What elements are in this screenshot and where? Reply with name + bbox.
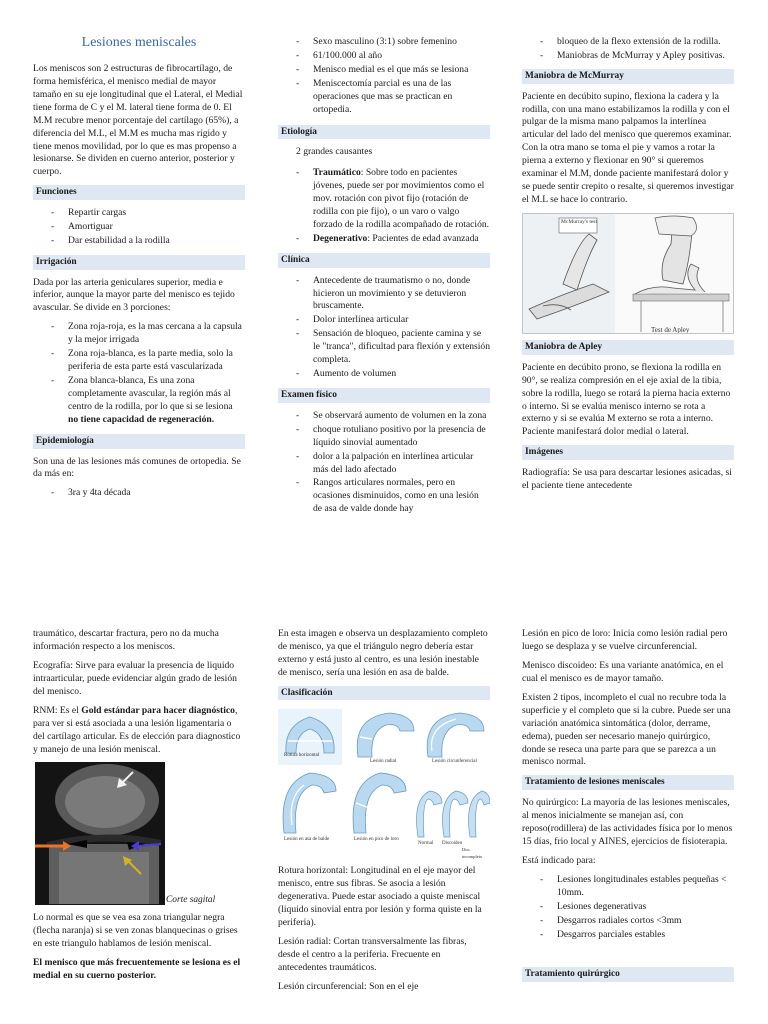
page1-column2 xyxy=(278,36,490,517)
rnm-bold: Gold estándar para hacer diagnóstico xyxy=(81,704,235,716)
tipos-discoideo-paragraph: Existen 2 tipos, incompleto el cual no recubre toda la superficie y el completo que si la cubre. Puede ser una variación anatómica sintomática (dolor, derrame, edema), pueden ser necesario manejo quirúrgico, donde se reseca una parte para que se parezca a un menisco normal. xyxy=(522,691,731,768)
list-item: - Sexo masculino (3:1) sobre femenino xyxy=(296,36,490,49)
radiografia-cont-paragraph: traumático, descartar fractura, pero no da mucha información respecto a los meniscos. xyxy=(33,628,219,652)
list-item: - choque rotuliano positivo por la presencia de líquido sinovial aumentado xyxy=(296,424,490,450)
traumatico-label: Traumático xyxy=(313,167,361,179)
section-heading-mcmurray: Maniobra de McMurray xyxy=(522,69,734,84)
clinica-list xyxy=(296,275,490,382)
mri-figure xyxy=(33,762,245,907)
fig-label-pico-loro: Lesión en pico de loro xyxy=(354,837,399,843)
degenerativo-label: Degenerativo xyxy=(313,232,368,244)
list-item xyxy=(51,375,245,427)
rnm-label: RNM: Es el xyxy=(33,704,82,716)
list-item: - Maniobras de McMurray y Apley positivas. xyxy=(540,50,734,63)
section-heading-clasificacion: Clasificación xyxy=(278,686,490,701)
apley-paragraph: Paciente en decúbito prono, se flexiona la rodilla en 90°, se realiza compresión en el eje axial de la tibia, sobre la rodilla, luego se rotará la pierna hacia externo o interno. Si se evalúa menisco interno se rota a externo y si se evalúa M externo se rota a interno. Paciente manifestará dolor medial o lateral. xyxy=(522,361,731,438)
ecografia-paragraph: Ecografía: Sirve para evaluar la presencia de liquido intraarticular, puede evidenciar algún grado de lesión del menisco. xyxy=(33,659,237,697)
lesion-radial-paragraph: Lesión radial: Cortan transversalmente las fibras, desde el centro a la periferia. Frecuente en antecedentes traumáticos. xyxy=(278,936,467,973)
list-item: - bloqueo de la flexo extensión de la rodilla. xyxy=(540,36,734,49)
intro-paragraph: Los meniscos son 2 estructuras de fibrocartílago, de forma hemisférica, el menisco medial de mayor tamaño en su eje longitudinal que el Lateral, el Medial tiene forma de C y el M. lateral tiene forma de 0. El M.M recubre menor porcentaje del cartílago (65%), a diferencia del M.L, el M.M es mucha mas rígido y tiene menos movilidad, por lo que es mas propenso a lesionarse. Se dividen en cuerno anterior, posterior y cuerpo. xyxy=(33,62,243,178)
fig-label-horizontal: Rotura horizontal xyxy=(284,753,320,759)
mri-drawing xyxy=(35,762,165,905)
section-heading-clinica: Clínica xyxy=(278,253,490,268)
document-title: Lesiones meniscales xyxy=(81,35,197,50)
section-heading-tratamiento: Tratamiento de lesiones meniscales xyxy=(522,775,734,790)
epidemiologia-list xyxy=(51,487,245,500)
pico-loro-paragraph: Lesión en pico de loro: Inicia como lesión radial pero luego se desplaza y se vuelve circunferencial. xyxy=(522,628,728,652)
indicado-paragraph: Está indicado para: xyxy=(522,854,596,866)
list-item: - Antecedente de traumatismo o no, donde hicieron un movimiento y se detuvieron bruscamente. xyxy=(296,275,490,314)
list-item xyxy=(296,233,490,246)
list-item: - Se observará aumento de volumen en la zona xyxy=(296,410,490,423)
examen-list xyxy=(296,410,490,517)
list-item: - dolor a la palpación en interlínea articular más del lado afectado xyxy=(296,451,490,477)
mcmurray-apley-drawing xyxy=(523,214,734,334)
list-item: - Aumento de volumen xyxy=(296,368,490,381)
list-item: - Meniscectomía parcial es una de las operaciones que mas se practican en ortopedia. xyxy=(296,78,490,117)
section-heading-examen-fisico: Examen físico xyxy=(278,388,490,403)
page1-column1 xyxy=(33,30,245,507)
clasificacion-figure xyxy=(278,707,490,859)
list-item: - 3ra y 4ta década xyxy=(51,487,245,500)
section-heading-epidemiologia: Epidemiología xyxy=(33,434,245,449)
section-heading-tratamiento-quirurgico: Tratamiento quirúrgico xyxy=(522,967,734,982)
list-item: - Sensación de bloqueo, paciente camina y se le "tranca", dificultad para flexión y extensión completa. xyxy=(296,328,490,367)
section-heading-funciones: Funciones xyxy=(33,185,245,200)
fig-label-disc-incompleto: Disc. incompleto xyxy=(462,847,483,859)
zonas-list xyxy=(51,321,245,427)
section-heading-apley: Maniobra de Apley xyxy=(522,340,734,355)
list-item: - Desgarros parciales estables xyxy=(540,929,734,942)
mcmurray-paragraph: Paciente en decúbito supino, flexiona la cadera y la rodilla, con una mano estabilizamos la rodilla y con el pulgar de la misma mano palpamos la interlínea articular del lado del menisco que queremos examinar. Con la otra mano se toma el pie y vamos a rotar la pierna a externo y flexionar en 90° si queremos examinar el M.M, donde paciente manifestará dolor y se puede sentir crepito o resalte, si queremos investigar el M.L se hace lo contrario. xyxy=(522,90,734,206)
no-quirurgico-paragraph: No quirúrgico: La mayoría de las lesiones meniscales, al menos inicialmente se manejan así, con reposo(rodillera) de las actividades física por lo menos 15 días, frio local y AINES, ejercicios de fisioterapia. xyxy=(522,797,733,847)
page1-column3 xyxy=(522,36,734,499)
etiologia-paragraph: 2 grandes causantes xyxy=(296,146,373,158)
list-item: - Repartir cargas xyxy=(51,207,245,220)
mri-image xyxy=(35,762,165,905)
mcmurray-image-label: McMurray's test xyxy=(561,219,597,225)
list-item: - Amortiguar xyxy=(51,221,245,234)
rnm-paragraph xyxy=(33,705,245,757)
page2-column2 xyxy=(278,628,490,1000)
page2-column3 xyxy=(522,628,734,989)
list-item: - Dar estabilidad a la rodilla xyxy=(51,235,245,248)
epidemiologia-paragraph: Son una de las lesiones más comunes de ortopedia. Se da más en: xyxy=(33,455,241,480)
list-item: - Lesiones degenerativas xyxy=(540,901,734,914)
fig-label-discoideo: Discoideo xyxy=(442,841,463,847)
rnm-text: , para ver si está asociada a una lesión ligamentaria o del cartílago articular. Es de elección para diagnostico y manejo de una lesión meniscal. xyxy=(33,704,241,755)
fig-label-normal: Normal xyxy=(418,841,434,847)
etiologia-list xyxy=(296,167,490,246)
list-item: - Zona roja-roja, es la mas cercana a la capsula y la mejor irrigada xyxy=(51,321,245,347)
irrigacion-paragraph: Dada por las arteria geniculares superior, media e inferior, aunque la mayor parte del menisco es tejido avascular. Se divide en 3 porciones: xyxy=(33,276,235,314)
fig-label-circunferencial: Lesión circunferencial xyxy=(432,759,477,765)
mri-caption: Corte sagital xyxy=(166,895,216,906)
mcmurray-apley-illustration xyxy=(522,213,734,334)
menisco-discoideo-paragraph: Menisco discoideo: Es una variante anatómica, en el cual el menisco es de mayor tamaño. xyxy=(522,659,724,684)
list-item: - Rangos articulares normales, pero en ocasiones disminuidos, como en una lesión de asa de valde donde hay xyxy=(296,477,490,516)
traumatico-text: : Sobre todo en pacientes jóvenes, puede ser por movimientos como el mov. rotación con pivot fijo (rotación de rodilla con pie fijo), o un varo o valgo forzado de la rodilla acompañado de rotación. xyxy=(313,167,490,230)
list-item: - 61/100.000 al año xyxy=(296,50,490,63)
list-item: - Zona roja-blanca, es la parte media, solo la periferia de esta parte está vascularizada xyxy=(51,348,245,374)
mri-description-paragraph: Lo normal es que se vea esa zona triangular negra (flecha naranja) si se ven zonas blanquecinas o grises en este triangulo hablamos de lesión meniscal. xyxy=(33,912,238,950)
epidemiologia-list-cont xyxy=(296,36,490,117)
lesion-circunferencial-paragraph: Lesión circunferencial: Son en el eje xyxy=(278,980,419,992)
section-heading-etiologia: Etiología xyxy=(278,125,490,140)
imagenes-paragraph: Radiografía: Se usa para descartar lesiones asicadas, si el paciente tiene antecedente xyxy=(522,467,732,491)
fig-label-radial: Lesión radial xyxy=(370,759,397,765)
asa-balde-paragraph: En esta imagen e observa un desplazamiento completo de menisco, ya que el triángulo negro debería estar externo y está justo al centro, es una lesión inestable de menisco, sería una lesión en asa de balde. xyxy=(278,628,488,678)
section-heading-irrigacion: Irrigación xyxy=(33,255,245,270)
examen-list-cont xyxy=(540,36,734,63)
apley-image-label: Test de Apley xyxy=(651,326,690,334)
zona3-bold: no tiene capacidad de regeneración. xyxy=(68,413,215,425)
page2-column1 xyxy=(33,628,245,989)
zona3-text: Zona blanca-blanca, Es una zona completamente avascular, la región más al centro de la rodilla, por lo que si se lesiona xyxy=(68,375,233,412)
degenerativo-text: : Pacientes de edad avanzada xyxy=(367,232,479,244)
fig-label-asa-balde: Lesión en asa de balde xyxy=(284,837,330,843)
funciones-list xyxy=(51,207,245,248)
rotura-horizontal-paragraph: Rotura horizontal: Longitudinal en el eje mayor del menisco, entre sus fibras. Se asocia a lesión degenerativa. Puede estar asociado a quiste meniscal (liquido sinovial entra por lesión y forma quiste en la periferia). xyxy=(278,865,482,929)
menisco-frecuente-paragraph: El menisco que más frecuentemente se lesiona es el medial en su cuerno posterior. xyxy=(33,957,241,982)
indicaciones-list xyxy=(540,874,734,942)
list-item: - Desgarros radiales cortos <3mm xyxy=(540,915,734,928)
list-item: - Menisco medial es el que más se lesiona xyxy=(296,64,490,77)
section-heading-imagenes: Imágenes xyxy=(522,445,734,460)
list-item: - Lesiones longitudinales estables pequeñas < 10mm. xyxy=(540,874,734,900)
list-item: - Dolor interlínea articular xyxy=(296,314,490,327)
list-item xyxy=(296,167,490,232)
